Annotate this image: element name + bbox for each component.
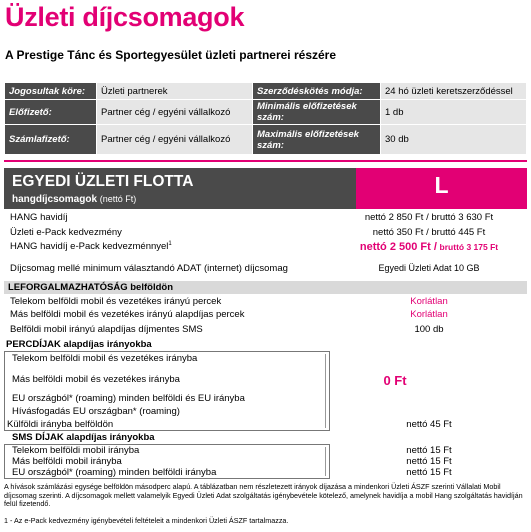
rate-label: Külföldi irányba belföldön [7, 419, 114, 430]
meta-label: Jogosultak köre: [5, 83, 97, 100]
footnote: A hívások számlázási egysége belföldön másodperc alapú. A táblázatban nem részletezett irányok díjazása a mindenkori Üzleti ÁSZF szerinti Vállalati Mobil díjcsomag szerinti. A díjcsomagok mellett valamelyik Egyedi Üzleti Adat szolgáltatás igénybevétele kötelező, amelynek havidíja a mobil Hang szolgáltatás havidíján felül fizetendő. [4, 482, 523, 508]
allowance-label: Más belföldi mobil és vezetékes irányú alapdíjas percek [10, 309, 245, 320]
fee-label: HANG havidíj e-Pack kedvezménnyel$^1$ [10, 241, 172, 253]
meta-row [5, 83, 527, 100]
fee-value: Egyedi Üzleti Adat 10 GB [378, 263, 480, 273]
page-subtitle: A Prestige Tánc és Sportegyesület üzleti partnerei részére [5, 48, 337, 62]
meta-value: 1 db [381, 100, 527, 125]
fee-label: HANG havidíj [10, 212, 68, 223]
rate-value: 0 Ft [383, 373, 407, 388]
fee-label: Díjcsomag mellé minimum választandó ADAT (internet) díjcsomag [10, 263, 288, 274]
meta-value: Partner cég / egyéni vállalkozó [97, 100, 253, 125]
footnote: 1 - Az e-Pack kedvezmény igénybevételi feltételeit a mindenkori Üzleti ÁSZF tartalmazza. [4, 516, 289, 525]
rate-label: EU országból* (roaming) minden belföldi és EU irányba [12, 393, 245, 404]
fee-value: nettó 350 Ft / bruttó 445 Ft [372, 227, 486, 238]
meta-value: 30 db [381, 125, 527, 155]
section-header: LEFORGALMAZHATÓSÁG belföldön [4, 281, 527, 294]
sms-value: nettó 15 Ft [406, 467, 452, 478]
sms-value: nettó 15 Ft [406, 445, 452, 456]
meta-row [5, 125, 527, 155]
plan-subtitle-note: (nettó Ft) [99, 194, 137, 204]
meta-label: Számlafizető: [5, 125, 97, 155]
allowance-label: Telekom belföldi mobil és vezetékes irányú percek [10, 296, 222, 307]
plan-title: EGYEDI ÜZLETI FLOTTA [12, 173, 194, 190]
rate-label: Más belföldi mobil és vezetékes irányba [12, 374, 180, 385]
fee-value: nettó 2 500 Ft / bruttó 3 175 Ft [359, 241, 499, 253]
meta-value: 24 hó üzleti keretszerződéssel [381, 83, 527, 100]
meta-row [5, 100, 527, 125]
rate-value: nettó 45 Ft [406, 419, 452, 430]
fee-value: nettó 2 850 Ft / bruttó 3 630 Ft [364, 212, 494, 223]
rate-label: Telekom belföldi mobil és vezetékes irányba [12, 353, 198, 364]
meta-label: Szerződéskötés módja: [253, 83, 381, 100]
plan-header [4, 168, 356, 209]
plan-tier-badge: L [356, 168, 527, 209]
allowance-value: 100 db [414, 324, 444, 335]
sms-label: Más belföldi mobil irányba [12, 456, 122, 467]
plan-subtitle: hangdíjcsomagok (nettó Ft) [12, 194, 137, 205]
rate-label: Hívásfogadás EU országban* (roaming) [12, 406, 180, 417]
meta-value: Partner cég / egyéni vállalkozó [97, 125, 253, 155]
allowance-value: Korlátlan [410, 309, 448, 320]
divider [4, 160, 527, 162]
eligibility-table [4, 82, 527, 155]
meta-label: Maximális előfizetések szám: [253, 125, 381, 155]
section-header: PERCDÍJAK alapdíjas irányokba [4, 338, 330, 351]
meta-label: Minimális előfizetések szám: [253, 100, 381, 125]
fee-label: Üzleti e-Pack kedvezmény [10, 227, 122, 238]
allowance-label: Belföldi mobil irányú alapdíjas díjmentes SMS [10, 324, 203, 335]
sms-label: EU országból* (roaming) minden belföldi irányba [12, 467, 217, 478]
section-header: SMS DÍJAK alapdíjas irányokba [4, 431, 330, 444]
meta-label: Előfizető: [5, 100, 97, 125]
page-title: Üzleti díjcsomagok [5, 2, 245, 32]
allowance-value: Korlátlan [410, 296, 448, 307]
sms-value: nettó 15 Ft [406, 456, 452, 467]
meta-value: Üzleti partnerek [97, 83, 253, 100]
sms-label: Telekom belföldi mobil irányba [12, 445, 140, 456]
